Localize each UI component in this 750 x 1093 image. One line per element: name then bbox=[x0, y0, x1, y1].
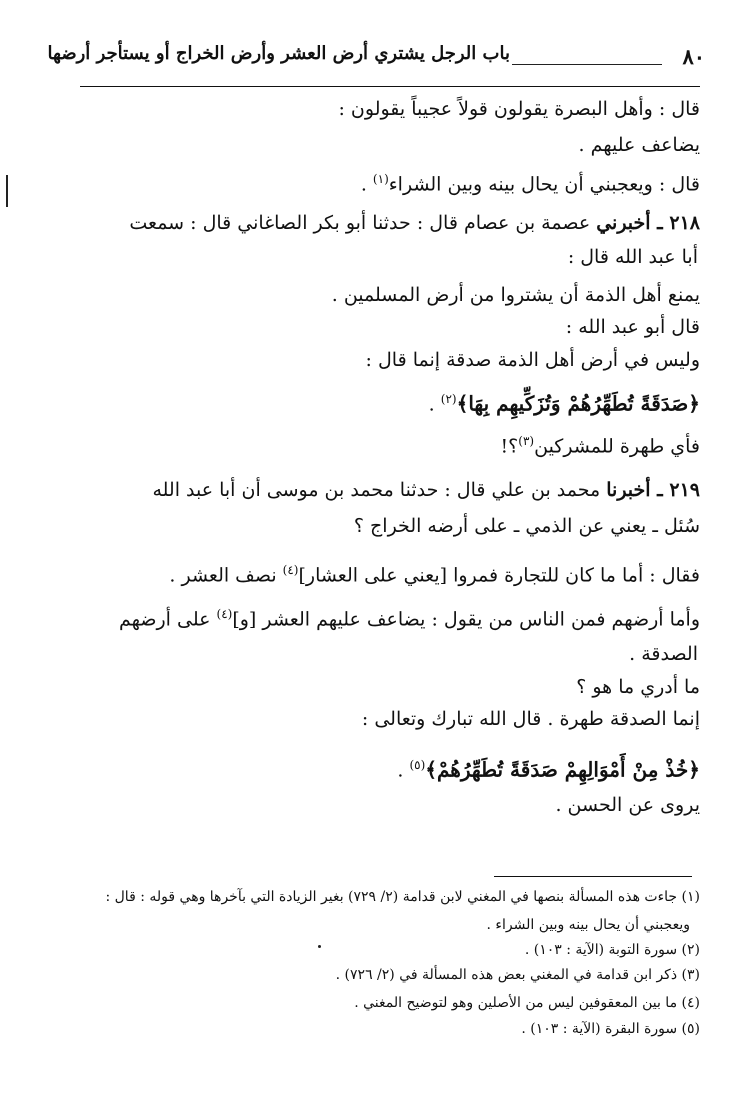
text-line: يمنع أهل الذمة أن يشتروا من أرض المسلمين . bbox=[331, 284, 700, 306]
footnote-5: (٥) سورة البقرة (الآية : ١٠٣) . bbox=[521, 1021, 700, 1037]
paragraph-218-first-line: ٢١٨ ـ أخبرني عصمة بن عصام قال : حدثنا أبو بكر الصاغاني قال : سمعت bbox=[129, 212, 700, 234]
text-line: قال : ويعجبني أن يحال بينه وبين الشراء$^{(١)}$ . bbox=[360, 172, 700, 196]
text-line: سُئل ـ يعني عن الذمي ـ على أرضه الخراج ؟ bbox=[353, 515, 700, 537]
footnote-ref: (٢) bbox=[440, 392, 457, 406]
quran-verse-line: ﴿صَدَقَةً تُطَهِّرُهُمْ وَتُزَكِّيهِم بِهَا﴾$^{(٢)}$ . bbox=[428, 391, 700, 416]
header-rule bbox=[80, 86, 700, 87]
text-line: وأما أرضهم فمن الناس من يقول : يضاعف عليهم العشر [و]$^{(٤)}$ على أرضهم bbox=[118, 607, 700, 631]
footnote-ref: (٥) bbox=[409, 758, 426, 772]
footnote-1-continued: ويعجبني أن يحال بينه وبين الشراء . bbox=[486, 917, 690, 933]
footnote-3: (٣) ذكر ابن قدامة في المغني بعض هذه المسألة في (٢/ ٧٢٦) . bbox=[335, 967, 700, 983]
quran-verse-line: ﴿خُذْ مِنْ أَمْوَالِهِمْ صَدَقَةً تُطَهِّرُهُمْ﴾$^{(٥)}$ . bbox=[397, 757, 700, 782]
footnote-4: (٤) ما بين المعقوفين ليس من الأصلين وهو لتوضيح المغني . bbox=[354, 995, 700, 1011]
running-header-title: باب الرجل يشتري أرض العشر وأرض الخراج أو يستأجر أرضها bbox=[47, 43, 510, 64]
header-dash-rule bbox=[512, 64, 662, 65]
footnote-1: (١) جاءت هذه المسألة بنصها في المغني لابن قدامة (٢/ ٧٢٩) بغير الزيادة التي بآخرها وهي قوله : قال : bbox=[105, 889, 700, 905]
text-line: وليس في أرض أهل الذمة صدقة إنما قال : bbox=[365, 349, 700, 371]
text-line: قال : وأهل البصرة يقولون قولاً عجيباً يقولون : bbox=[338, 98, 700, 120]
text-line: الصدقة . bbox=[629, 643, 698, 665]
text-line: إنما الصدقة طهرة . قال الله تبارك وتعالى : bbox=[361, 708, 700, 730]
hadith-number-218: ٢١٨ ـ أخبرني bbox=[596, 212, 700, 234]
text-line: يضاعف عليهم . bbox=[578, 134, 700, 156]
text-line: قال أبو عبد الله : bbox=[565, 316, 700, 338]
paragraph-219-first-line: ٢١٩ ـ أخبرنا محمد بن علي قال : حدثنا محمد بن موسى أن أبا عبد الله bbox=[152, 479, 700, 501]
footnote-ref: (١) bbox=[372, 172, 389, 186]
stray-dot bbox=[318, 945, 321, 948]
text-line: يروى عن الحسن . bbox=[555, 794, 700, 816]
text-line: ما أدري ما هو ؟ bbox=[576, 676, 700, 698]
page-number: ٨٠ bbox=[682, 44, 705, 69]
footnote-2: (٢) سورة التوبة (الآية : ١٠٣) . bbox=[524, 942, 700, 958]
footnote-separator bbox=[494, 876, 692, 877]
footnote-ref: (٤) bbox=[282, 563, 299, 577]
footnote-ref: (٣) bbox=[518, 434, 535, 448]
footnote-ref: (٤) bbox=[216, 607, 233, 621]
text-line: أبا عبد الله قال : bbox=[567, 246, 698, 268]
margin-mark bbox=[6, 175, 8, 207]
text-line: فأي طهرة للمشركين$^{(٣)}$؟! bbox=[500, 434, 700, 458]
text-line: فقال : أما ما كان للتجارة فمروا [يعني على العشار]$^{(٤)}$ نصف العشر . bbox=[169, 563, 700, 587]
hadith-number-219: ٢١٩ ـ أخبرنا bbox=[606, 479, 700, 501]
